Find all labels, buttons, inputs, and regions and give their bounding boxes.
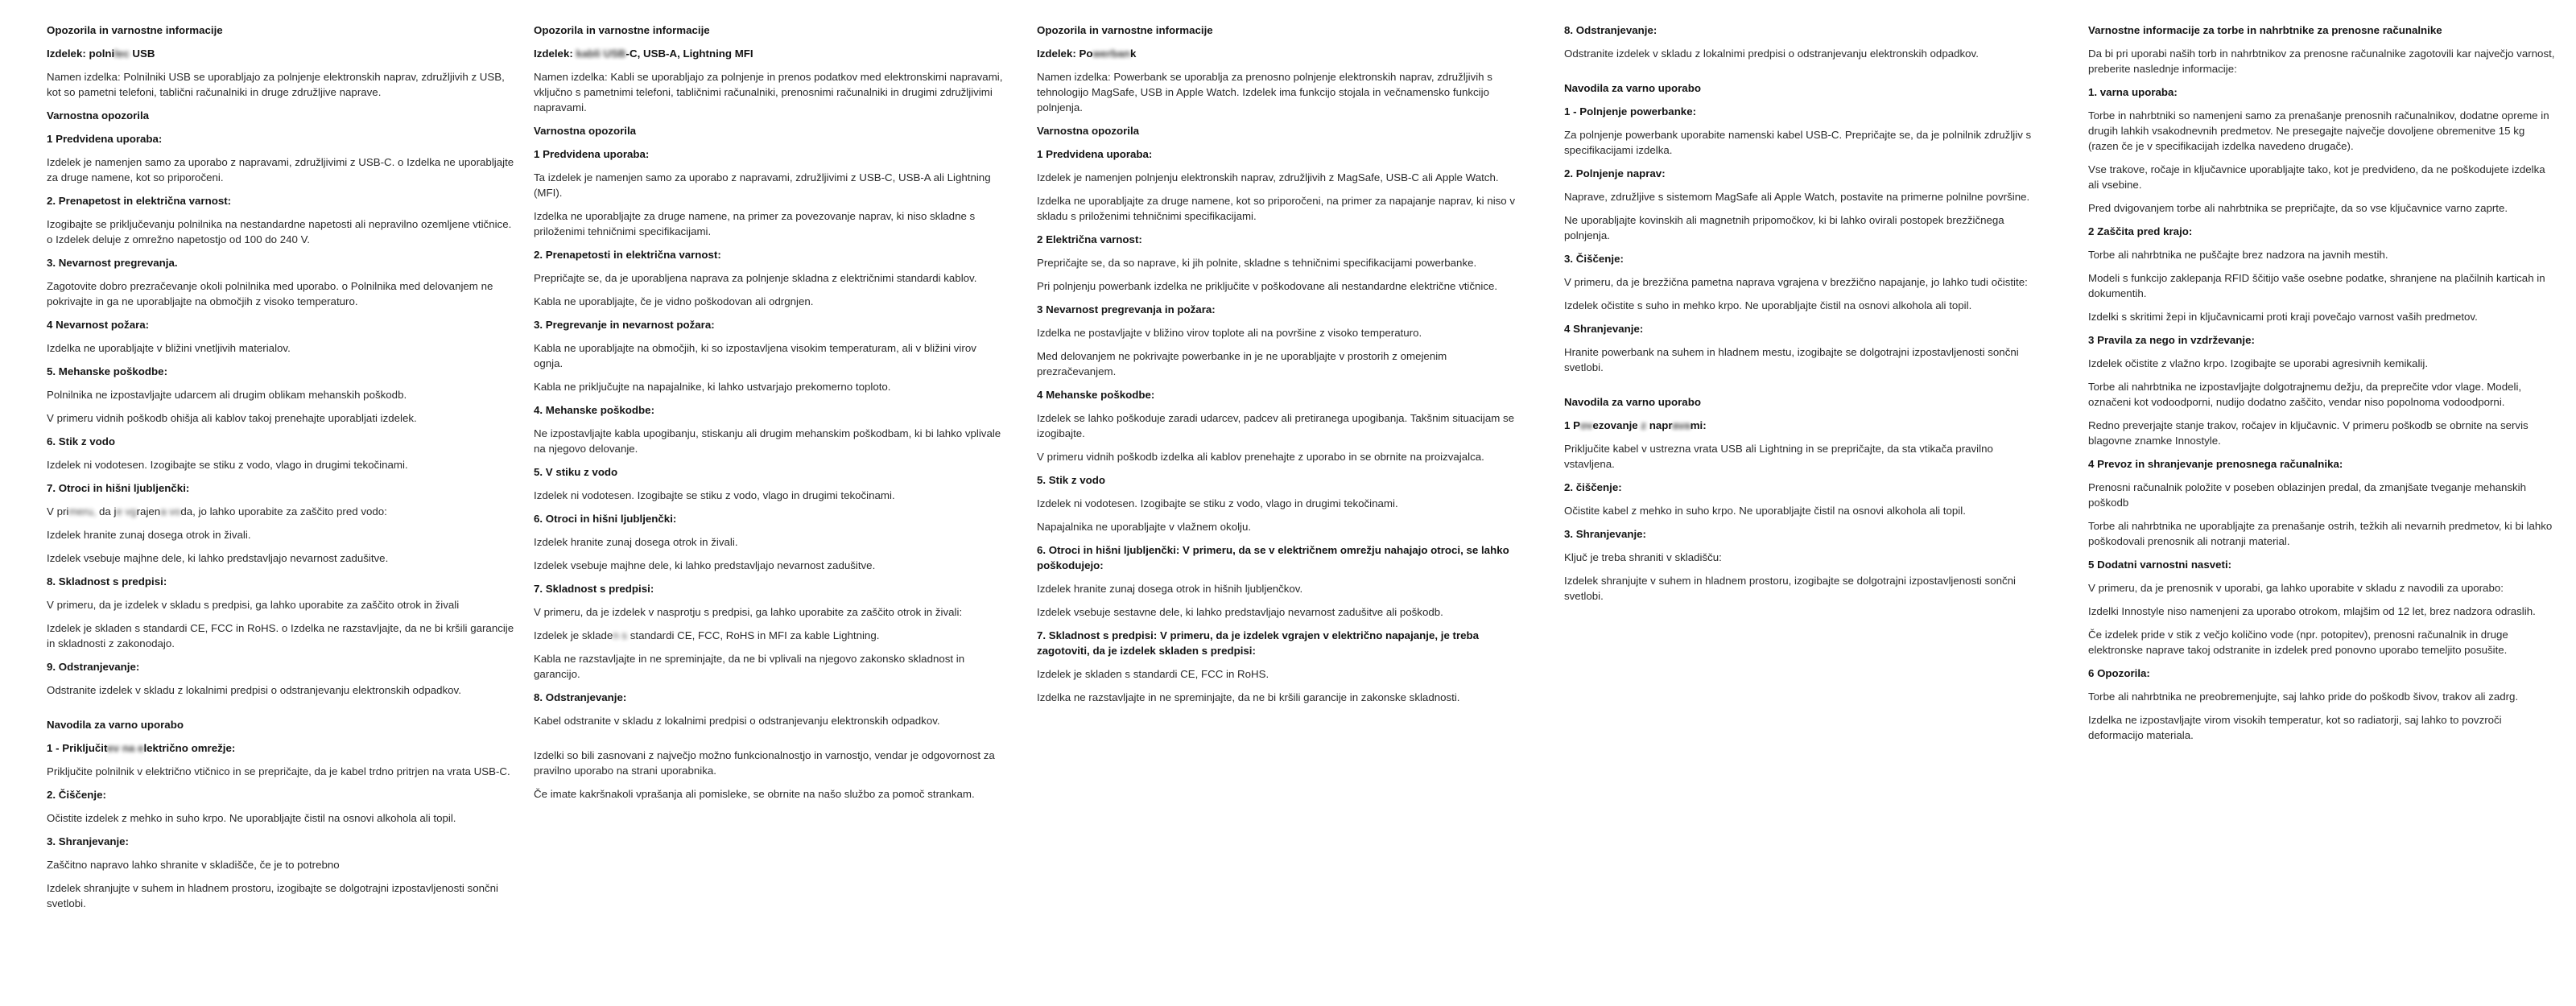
text-run: V primeru, da je prenosnik v uporabi, ga lahko uporabite v skladu z navodili za uporabo:: [2088, 582, 2504, 594]
paragraph: [2088, 712, 2555, 743]
text-run: V primeru vidnih poškodb izdelka ali kablov prenehajte z uporabo in se obrnite na proizvajalca.: [1037, 451, 1484, 463]
text-run: Zaščitno napravo lahko shranite v skladišče, če je to potrebno: [47, 859, 340, 871]
text-run: Ne uporabljajte kovinskih ali magnetnih pripomočkov, ki bi lahko ovirali postopek brezžičnega polnjenja.: [1564, 214, 2004, 241]
paragraph: [1564, 274, 2036, 290]
paragraph: [1037, 410, 1528, 441]
paragraph: [1564, 441, 2036, 472]
text-run: Varnostne informacije za torbe in nahrbtnike za prenosne računalnike: [2088, 24, 2442, 36]
paragraph: [534, 604, 1005, 620]
text-run: 1 - Priključit: [47, 742, 108, 754]
text-run: Priključite polnilnik v električno vtičnico in se prepričajte, da je kabel trdno pritrjen na vrata USB-C.: [47, 765, 510, 777]
paragraph: [534, 426, 1005, 456]
text-run: Izdelek je namenjen samo za uporabo z napravami, združljivimi z USB-C. o Izdelka ne uporabljajte za druge namene, kot so priporočeni.: [47, 156, 514, 183]
paragraph: [1564, 189, 2036, 204]
paragraph: [1037, 581, 1528, 596]
heading: [1564, 251, 2036, 266]
paragraph: [534, 340, 1005, 371]
text-run: Varnostna opozorila: [534, 125, 637, 137]
text-run: k: [1130, 47, 1137, 60]
text-run: 3 Nevarnost pregrevanja in požara:: [1037, 303, 1216, 315]
text-run: 7. Otroci in hišni ljubljenčki:: [47, 482, 190, 494]
text-run: Vse trakove, ročaje in ključavnice uporabljajte tako, kot je predvideno, da ne poškodujete izdelka ali vsebine.: [2088, 163, 2545, 191]
paragraph: [2088, 604, 2555, 619]
text-run: Izdelek vsebuje sestavne dele, ki lahko predstavljajo nevarnost zadušitve ali poškodb.: [1037, 606, 1443, 618]
text-run: Priključite kabel v ustrezna vrata USB ali Lightning in se prepričajte, da sta vtikača pravilno vstavljena.: [1564, 443, 1993, 470]
heading: [47, 23, 518, 38]
paragraph: [534, 294, 1005, 309]
blurred-text: kabli USB: [576, 47, 626, 60]
paragraph: [2088, 162, 2555, 192]
text-run: Kabla ne uporabljajte, če je vidno poškodovan ali odrgnjen.: [534, 295, 814, 307]
paragraph: [47, 387, 518, 402]
text-run: mi:: [1690, 419, 1707, 431]
text-run: 4. Mehanske poškodbe:: [534, 404, 654, 416]
text-run: Izdelki Innostyle niso namenjeni za uporabo otrokom, mlajšim od 12 let, brez nadzora odraslih.: [2088, 605, 2536, 617]
text-run: 1 - Polnjenje powerbanke:: [1564, 105, 1697, 118]
paragraph: [1564, 46, 2036, 61]
paragraph: [534, 170, 1005, 200]
heading: [47, 131, 518, 146]
heading: [47, 364, 518, 379]
text-run: 4 Prevoz in shranjevanje prenosnega računalnika:: [2088, 458, 2343, 470]
text-run: Namen izdelka: Kabli se uporabljajo za polnjenje in prenos podatkov med elektronskimi napravami, vključno s pametnimi telefoni, tabličnimi računalniki, prenosnimi računalniki in drugimi združljivimi napravami.: [534, 71, 1003, 113]
blurred-text: ava: [1672, 419, 1690, 431]
text-run: 6 Opozorila:: [2088, 667, 2150, 679]
heading: [47, 574, 518, 589]
text-run: Izdelek hranite zunaj dosega otrok in živali.: [47, 529, 251, 541]
text-run: Navodila za varno uporabo: [1564, 396, 1701, 408]
text-run: V primeru vidnih poškodb ohišja ali kablov takoj prenehajte uporabljati izdelek.: [47, 412, 417, 424]
text-run: 1 Predvidena uporaba:: [534, 148, 650, 160]
heading: [534, 690, 1005, 705]
text-run: Izdelek: Po: [1037, 47, 1093, 60]
paragraph: [534, 713, 1005, 728]
text-run: Kabel odstranite v skladu z lokalnimi predpisi o odstranjevanju elektronskih odpadkov.: [534, 715, 940, 727]
text-run: Opozorila in varnostne informacije: [1037, 24, 1213, 36]
text-run: Modeli s funkcijo zaklepanja RFID ščitijo vaše osebne podatke, shranjene na plačilnih karticah in dokumentih.: [2088, 272, 2545, 299]
text-run: Izdelek je skladen s standardi CE, FCC in RoHS.: [1037, 668, 1269, 680]
text-run: Izdelka ne postavljajte v bližino virov toplote ali na površine z visoko temperaturo.: [1037, 327, 1422, 339]
text-run: 5. Mehanske poškodbe:: [47, 365, 167, 377]
paragraph: [47, 764, 518, 779]
text-run: 4 Shranjevanje:: [1564, 323, 1644, 335]
blurred-text: werban: [1092, 47, 1131, 60]
heading: [2088, 332, 2555, 348]
heading: [534, 247, 1005, 262]
text-run: Odstranite izdelek v skladu z lokalnimi predpisi o odstranjevanju elektronskih odpadkov.: [47, 684, 461, 696]
paragraph: [2088, 379, 2555, 410]
heading: [1037, 146, 1528, 162]
text-run: Izdelek hranite zunaj dosega otrok in hišnih ljubljenčkov.: [1037, 583, 1303, 595]
paragraph: [534, 208, 1005, 239]
text-run: 3. Nevarnost pregrevanja.: [47, 257, 178, 269]
text-run: 3 Pravila za nego in vzdrževanje:: [2088, 334, 2255, 346]
text-run: Varnostna opozorila: [1037, 125, 1140, 137]
paragraph: [2088, 356, 2555, 371]
text-run: 1 Predvidena uporaba:: [47, 133, 163, 145]
paragraph: [47, 278, 518, 309]
heading: [534, 146, 1005, 162]
text-run: Očistite izdelek z mehko in suho krpo. Ne uporabljajte čistil na osnovi alkohola ali topil.: [47, 812, 456, 824]
text-run: Redno preverjajte stanje trakov, ročajev in ključavnic. V primeru poškodb se obrnite na servis blagovne znamke Innostyle.: [2088, 419, 2529, 447]
paragraph: [47, 682, 518, 698]
text-run: 2 Električna varnost:: [1037, 233, 1142, 245]
text-run: Napajalnika ne uporabljajte v vlažnem okolju.: [1037, 521, 1252, 533]
heading: [2088, 85, 2555, 100]
paragraph: [534, 534, 1005, 550]
paragraph: [534, 748, 1005, 778]
heading: [2088, 224, 2555, 239]
text-run: 7. Skladnost s predpisi: V primeru, da je izdelek vgrajen v električno napajanje, je treba zagotoviti, da je izdelek skladen s predpisi:: [1037, 629, 1480, 657]
paragraph: [2088, 580, 2555, 596]
paragraph: [534, 558, 1005, 573]
text-run: 3. Shranjevanje:: [47, 835, 129, 847]
text-run: Torbe ali nahrbtnika ne uporabljajte za prenašanje ostrih, težkih ali nevarnih predmetov, ki bi lahko poškodovali prenosnik ali notranji material.: [2088, 520, 2553, 547]
heading: [1564, 23, 2036, 38]
text-run: Izdelek ni vodotesen. Izogibajte se stiku z vodo, vlago in drugimi tekočinami.: [1037, 497, 1398, 509]
heading: [1037, 302, 1528, 317]
paragraph: [534, 270, 1005, 286]
text-run: 3. Čiščenje:: [1564, 253, 1624, 265]
text-run: 1 P: [1564, 419, 1580, 431]
text-run: Zagotovite dobro prezračevanje okoli polnilnika med uporabo. o Polnilnika med delovanjem ne pokrivajte in ga ne uporabljajte na območjih z visoko temperaturo.: [47, 280, 493, 307]
heading: [534, 46, 1005, 61]
paragraph: [2088, 108, 2555, 154]
text-run: Izdelki so bili zasnovani z največjo možno funkcionalnostjo in varnostjo, vendar je odgovornost za pravilno uporabo na strani uporabnika.: [534, 749, 995, 777]
paragraph: [47, 155, 518, 185]
text-run: Torbe ali nahrbtnika ne preobremenjujte, saj lahko pride do poškodb šivov, trakov ali zadrg.: [2088, 691, 2519, 703]
column-cables: [534, 23, 1005, 810]
paragraph: [47, 550, 518, 566]
text-run: Izdelek vsebuje majhne dele, ki lahko predstavljajo nevarnost zadušitve.: [534, 559, 876, 571]
text-run: V primeru, da je izdelek v skladu s predpisi, ga lahko uporabite za zaščito otrok in živali: [47, 599, 460, 611]
text-run: Izdelek je skladen s standardi CE, FCC in RoHS. o Izdelka ne razstavljajte, da ne bi kršili garancije in skladnosti z zakonodajo.: [47, 622, 514, 649]
text-run: V pri: [47, 505, 69, 517]
text-run: ezovanje: [1592, 419, 1641, 431]
text-run: Izdelek ni vodotesen. Izogibajte se stiku z vodo, vlago in drugimi tekočinami.: [47, 459, 408, 471]
paragraph: [534, 786, 1005, 802]
text-run: lektrično omrežje:: [143, 742, 236, 754]
text-run: napr: [1646, 419, 1673, 431]
text-run: 3. Pregrevanje in nevarnost požara:: [534, 319, 715, 331]
paragraph: [2088, 627, 2555, 658]
text-run: rajen: [136, 505, 161, 517]
paragraph: [2088, 418, 2555, 448]
text-run: Opozorila in varnostne informacije: [534, 24, 710, 36]
heading: [1564, 321, 2036, 336]
text-run: V primeru, da je brezžična pametna naprava vgrajena v brezžično napajanje, jo lahko tudi očistite:: [1564, 276, 2028, 288]
heading: [47, 317, 518, 332]
text-run: Izdelek shranjujte v suhem in hladnem prostoru, izogibajte se dolgotrajni izpostavljenosti sončni svetlobi.: [1564, 575, 2016, 602]
heading: [1037, 472, 1528, 488]
text-run: 9. Odstranjevanje:: [47, 661, 140, 673]
paragraph: [47, 857, 518, 872]
blurred-text: ev na e: [107, 742, 144, 754]
paragraph: [1564, 344, 2036, 375]
text-run: Izdelka ne izpostavljajte virom visokih temperatur, kot so radiatorji, saj lahko to povzroči deformacijo materiala.: [2088, 714, 2502, 741]
paragraph: [47, 810, 518, 826]
text-run: Izdelek očistite z vlažno krpo. Izogibajte se uporabi agresivnih kemikalij.: [2088, 357, 2429, 369]
heading: [1564, 418, 2036, 433]
heading: [47, 480, 518, 496]
paragraph: [2088, 270, 2555, 301]
paragraph: [1037, 255, 1528, 270]
text-run: 2. Čiščenje:: [47, 789, 106, 801]
paragraph: [1037, 666, 1528, 682]
paragraph: [534, 379, 1005, 394]
heading: [1037, 542, 1528, 573]
heading: [47, 659, 518, 674]
paragraph: [1037, 690, 1528, 705]
text-run: Pri polnjenju powerbank izdelka ne priključite v poškodovane ali nestandardne električne vtičnice.: [1037, 280, 1498, 292]
heading: [2088, 23, 2555, 38]
heading: [1564, 80, 2036, 96]
text-run: 8. Skladnost s predpisi:: [47, 575, 167, 588]
heading: [534, 511, 1005, 526]
heading: [47, 740, 518, 756]
heading: [2088, 557, 2555, 572]
heading: [47, 834, 518, 849]
blurred-text: n s: [613, 629, 628, 641]
paragraph: [47, 340, 518, 356]
text-run: 2. Prenapetosti in električna varnost:: [534, 249, 721, 261]
text-run: Navodila za varno uporabo: [1564, 82, 1701, 94]
paragraph: [47, 880, 518, 911]
text-run: Kabla ne uporabljajte na območjih, ki so izpostavljena visokim temperaturam, ali v bližini virov ognja.: [534, 342, 976, 369]
paragraph: [534, 488, 1005, 503]
text-run: USB: [129, 47, 155, 60]
heading: [47, 108, 518, 123]
text-run: Navodila za varno uporabo: [47, 719, 184, 731]
text-run: 6. Otroci in hišni ljubljenčki: V primeru, da se v električnem omrežju nahajajo otroci, se lahko poškodujejo:: [1037, 544, 1509, 571]
text-run: Za polnjenje powerbank uporabite namenski kabel USB-C. Prepričajte se, da je polnilnik združljiv s specifikacijami izdelka.: [1564, 129, 2032, 156]
text-run: Izdelka ne razstavljajte in ne spreminjajte, da ne bi kršili garancije in zakonske skladnosti.: [1037, 691, 1460, 703]
heading: [1037, 23, 1528, 38]
text-run: 2. Prenapetost in električna varnost:: [47, 195, 232, 207]
heading: [1564, 394, 2036, 410]
heading: [534, 23, 1005, 38]
text-run: 1. varna uporaba:: [2088, 86, 2178, 98]
paragraph: [47, 69, 518, 100]
paragraph: [1564, 503, 2036, 518]
heading: [47, 787, 518, 802]
blurred-text: lec: [114, 47, 130, 60]
text-run: Če izdelek pride v stik z večjo količino vode (npr. potopitev), prenosni računalnik in druge elektronske naprave takoj odstranite in izdelek pred ponovno uporabo temeljito posušite.: [2088, 629, 2508, 656]
text-run: Varnostna opozorila: [47, 109, 150, 122]
text-run: 5. Stik z vodo: [1037, 474, 1105, 486]
text-run: da, jo lahko uporabite za zaščito pred vodo:: [180, 505, 387, 517]
paragraph: [1564, 298, 2036, 313]
paragraph: [47, 410, 518, 426]
text-run: Kabla ne priključujte na napajalnike, ki lahko ustvarjajo prekomerno toploto.: [534, 381, 891, 393]
text-run: Izdelek se lahko poškoduje zaradi udarcev, padcev ali pretiranega upogibanja. Takšnim situacijam se izogibajte.: [1037, 412, 1515, 439]
paragraph: [1037, 69, 1528, 115]
column-usb-charger: [47, 23, 518, 919]
text-run: Izdelek:: [534, 47, 576, 60]
paragraph: [2088, 480, 2555, 510]
text-run: Polnilnika ne izpostavljajte udarcem ali drugim oblikam mehanskih poškodb.: [47, 389, 407, 401]
paragraph: [47, 504, 518, 519]
paragraph: [1037, 170, 1528, 185]
paragraph: [1564, 573, 2036, 604]
heading: [1037, 387, 1528, 402]
paragraph: [1037, 496, 1528, 511]
text-run: Torbe ali nahrbtnika ne puščajte brez nadzora na javnih mestih.: [2088, 249, 2388, 261]
paragraph: [1564, 212, 2036, 243]
column-powerbank-instructions: [1564, 23, 2036, 612]
paragraph: [1037, 604, 1528, 620]
heading: [47, 255, 518, 270]
text-run: 2. čiščenje:: [1564, 481, 1622, 493]
text-run: 6. Stik z vodo: [47, 435, 115, 447]
text-run: Izdelka ne uporabljajte za druge namene, kot so priporočeni, na primer za napajanje naprav, ki niso v skladu s priloženimi tehničnimi specifikacijami.: [1037, 195, 1516, 222]
heading: [47, 434, 518, 449]
heading: [1564, 480, 2036, 495]
paragraph: [47, 527, 518, 542]
text-run: Očistite kabel z mehko in suho krpo. Ne uporabljajte čistil na osnovi alkohola ali topil.: [1564, 505, 1966, 517]
text-run: Med delovanjem ne pokrivajte powerbanke in je ne uporabljajte v prostorih z omejenim prezračevanjem.: [1037, 350, 1447, 377]
heading: [534, 581, 1005, 596]
text-run: Izdelek hranite zunaj dosega otrok in živali.: [534, 536, 738, 548]
blurred-text: ov: [1579, 419, 1593, 431]
text-run: Ta izdelek je namenjen samo za uporabo z napravami, združljivimi z USB-C, USB-A ali Lightning (MFI).: [534, 171, 991, 199]
paragraph: [1564, 550, 2036, 565]
text-run: 3. Shranjevanje:: [1564, 528, 1646, 540]
heading: [1037, 628, 1528, 658]
text-run: 7. Skladnost s predpisi:: [534, 583, 654, 595]
paragraph: [2088, 518, 2555, 549]
paragraph: [1037, 348, 1528, 379]
text-run: -C, USB-A, Lightning MFI: [625, 47, 753, 60]
text-run: Torbe ali nahrbtnika ne izpostavljajte dolgotrajnemu dežju, da preprečite vdor vlage. Modeli, označeni kot vodoodporni, nudijo dodatno zaščito, vendar niso popolnoma vodoodporni.: [2088, 381, 2522, 408]
text-run: Prepričajte se, da so naprave, ki jih polnite, skladne s tehničnimi specifikacijami powerbanke.: [1037, 257, 1477, 269]
text-run: Pred dvigovanjem torbe ali nahrbtnika se prepričajte, da so vse ključavnice varno zaprte.: [2088, 202, 2508, 214]
paragraph: [47, 457, 518, 472]
text-run: Izdelki s skritimi žepi in ključavnicami proti kraji povečajo varnost vaših predmetov.: [2088, 311, 2478, 323]
text-run: Naprave, združljive s sistemom MagSafe ali Apple Watch, postavite na primerne polnilne površine.: [1564, 191, 2030, 203]
text-run: 2 Zaščita pred krajo:: [2088, 225, 2193, 237]
text-run: 6. Otroci in hišni ljubljenčki:: [534, 513, 677, 525]
paragraph: [1037, 193, 1528, 224]
text-run: Izdelek očistite s suho in mehko krpo. Ne uporabljajte čistil na osnovi alkohola ali topil.: [1564, 299, 1972, 311]
text-run: Ključ je treba shraniti v skladišču:: [1564, 551, 1722, 563]
text-run: 8. Odstranjevanje:: [534, 691, 627, 703]
text-run: Izdelek shranjujte v suhem in hladnem prostoru, izogibajte se dolgotrajni izpostavljenosti sončni svetlobi.: [47, 882, 498, 909]
text-run: 5. V stiku z vodo: [534, 466, 618, 478]
text-run: Da bi pri uporabi naših torb in nahrbtnikov za prenosne računalnike zagotovili kar največjo varnost, preberite naslednje informacije:: [2088, 47, 2555, 75]
text-run: Prepričajte se, da je uporabljena naprava za polnjenje skladna z električnimi standardi kablov.: [534, 272, 977, 284]
heading: [1037, 46, 1528, 61]
paragraph: [47, 216, 518, 247]
text-run: Izogibajte se priključevanju polnilnika na nestandardne napetosti ali nepravilno ozemljene vtičnice. o Izdelek deluje z omrežno napetostjo od 100 do 240 V.: [47, 218, 512, 245]
heading: [2088, 666, 2555, 681]
heading: [1037, 232, 1528, 247]
text-run: Opozorila in varnostne informacije: [47, 24, 223, 36]
column-powerbank: [1037, 23, 1528, 713]
text-run: Kabla ne razstavljajte in ne spreminjajte, da ne bi vplivali na njegovo zakonsko skladnost in garancijo.: [534, 653, 965, 680]
text-run: 4 Nevarnost požara:: [47, 319, 150, 331]
blurred-text: e vg: [116, 505, 137, 517]
paragraph: [2088, 247, 2555, 262]
text-run: 1 Predvidena uporaba:: [1037, 148, 1153, 160]
text-run: da j: [99, 505, 117, 517]
heading: [534, 123, 1005, 138]
heading: [2088, 456, 2555, 472]
text-run: Če imate kakršnakoli vprašanja ali pomisleke, se obrnite na našo službo za pomoč strankam.: [534, 788, 975, 800]
heading: [1037, 123, 1528, 138]
text-run: V primeru, da je izdelek v nasprotju s predpisi, ga lahko uporabite za zaščito otrok in živali:: [534, 606, 963, 618]
heading: [534, 402, 1005, 418]
paragraph: [2088, 46, 2555, 76]
paragraph: [1037, 278, 1528, 294]
paragraph: [2088, 689, 2555, 704]
blurred-text: z: [1641, 419, 1647, 431]
paragraph: [1037, 449, 1528, 464]
text-run: 4 Mehanske poškodbe:: [1037, 389, 1155, 401]
text-run: standardi CE, FCC, RoHS in MFI za kable Lightning.: [627, 629, 880, 641]
text-run: 5 Dodatni varnostni nasveti:: [2088, 559, 2232, 571]
paragraph: [2088, 200, 2555, 216]
heading: [534, 464, 1005, 480]
text-run: 8. Odstranjevanje:: [1564, 24, 1657, 36]
paragraph: [534, 69, 1005, 115]
paragraph: [2088, 309, 2555, 324]
column-laptop-bags: [2088, 23, 2555, 751]
text-run: Izdelek vsebuje majhne dele, ki lahko predstavljajo nevarnost zadušitve.: [47, 552, 389, 564]
text-run: Izdelka ne uporabljajte v bližini vnetljivih materialov.: [47, 342, 291, 354]
text-run: Izdelek je namenjen polnjenju elektronskih naprav, združljivih z MagSafe, USB-C ali Apple Watch.: [1037, 171, 1499, 183]
paragraph: [47, 621, 518, 651]
text-run: Torbe in nahrbtniki so namenjeni samo za prenašanje prenosnih računalnikov, dodatne opreme in drugih lahkih vsakodnevnih predmetov. Ne presegajte največje dovoljene obremenitve 15 kg (razen če je v specifikacijah izdelka navedeno drugače).: [2088, 109, 2549, 152]
text-run: Ne izpostavljajte kabla upogibanju, stiskanju ali drugim mehanskim poškodbam, ki bi lahko vplivale na njegovo delovanje.: [534, 427, 1001, 455]
text-run: Hranite powerbank na suhem in hladnem mestu, izogibajte se dolgotrajni izpostavljenosti sončni svetlobi.: [1564, 346, 2019, 373]
blurred-text: a vo: [160, 505, 181, 517]
paragraph: [1037, 519, 1528, 534]
text-run: Odstranite izdelek v skladu z lokalnimi predpisi o odstranjevanju elektronskih odpadkov.: [1564, 47, 1979, 60]
text-run: Izdelek ni vodotesen. Izogibajte se stiku z vodo, vlago in drugimi tekočinami.: [534, 489, 895, 501]
text-run: Izdelek je sklade: [534, 629, 613, 641]
text-run: Izdelek: polni: [47, 47, 115, 60]
text-run: Izdelka ne uporabljajte za druge namene, na primer za povezovanje naprav, ki niso skladne s priloženimi tehničnimi specifikacijami.: [534, 210, 976, 237]
heading: [47, 46, 518, 61]
blurred-text: meru,: [68, 505, 100, 517]
paragraph: [47, 597, 518, 612]
text-run: Namen izdelka: Polnilniki USB se uporabljajo za polnjenje elektronskih naprav, združljivih z USB, kot so pametni telefoni, tablični računalniki in druge združljive naprave.: [47, 71, 505, 98]
paragraph: [534, 628, 1005, 643]
heading: [1564, 526, 2036, 542]
paragraph: [534, 651, 1005, 682]
text-run: Namen izdelka: Powerbank se uporablja za prenosno polnjenje elektronskih naprav, združljivih s tehnologijo MagSafe, USB in Apple Watch. Izdelek ima funkcijo stojala in večnamensko funkcijo polnjenja.: [1037, 71, 1492, 113]
heading: [47, 717, 518, 732]
text-run: 2. Polnjenje naprav:: [1564, 167, 1666, 179]
paragraph: [1564, 127, 2036, 158]
heading: [47, 193, 518, 208]
heading: [1564, 104, 2036, 119]
heading: [1564, 166, 2036, 181]
text-run: Prenosni računalnik položite v poseben oblazinjen predal, da zmanjšate tveganje mehanskih poškodb: [2088, 481, 2527, 509]
paragraph: [1037, 325, 1528, 340]
heading: [534, 317, 1005, 332]
